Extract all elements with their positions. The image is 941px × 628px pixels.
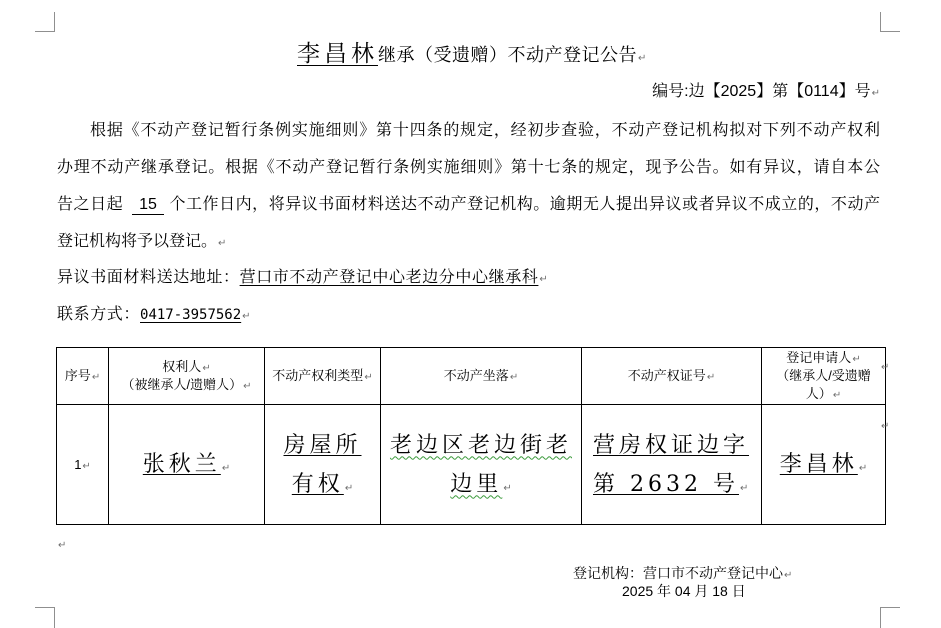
table-header-row: [57, 348, 886, 405]
header-applicant-title: [762, 349, 885, 367]
cell-mark: [222, 464, 230, 474]
row-index: 1: [74, 456, 82, 472]
header-applicant-subtitle: [762, 367, 885, 403]
row-end-mark: [881, 422, 889, 432]
body-line-3-start: 告之日起: [57, 196, 124, 213]
header-applicant-note: （继承人/受遗赠人）: [776, 368, 871, 401]
objection-address-label: 异议书面材料送达地址：: [57, 269, 240, 286]
header-index-label: 序号: [64, 368, 91, 383]
cell-right-holder: [109, 405, 265, 525]
cell-mark: [92, 373, 100, 383]
header-right-holder-label: 权利人: [162, 359, 202, 374]
header-right-holder-note: （被继承人/遗赠人）: [121, 377, 243, 392]
registration-authority-text: 登记机构：营口市不动产登记中心: [573, 565, 783, 581]
right-type-value: 房屋所有权: [283, 432, 362, 497]
header-right-holder-subtitle: [109, 376, 264, 394]
cell-mark: [503, 484, 511, 494]
serial-number: [652, 80, 880, 104]
cell-mark: [707, 373, 715, 383]
paragraph-mark: [539, 275, 547, 285]
cell-location: [381, 405, 582, 525]
body-line-3-end: 个工作日内，将异议书面材料送达不动产登记机构。逾期无人提出异议或者异议不成立的，不动产: [168, 196, 880, 213]
crop-mark-bottom-right: [880, 607, 900, 628]
registration-authority: [573, 563, 792, 583]
cell-mark: [82, 462, 90, 472]
table-row: [57, 405, 886, 525]
cell-mark: [345, 484, 353, 494]
header-right-holder-title: [109, 358, 264, 376]
contact-phone: 0417-3957562: [140, 307, 242, 323]
cell-index: [57, 405, 109, 525]
notice-body: [57, 112, 880, 260]
cell-mark: [364, 373, 372, 383]
contact-info: [57, 303, 251, 327]
applicant-name: 李昌林: [779, 452, 858, 477]
serial-number-text: 编号:边【2025】第【0114】号: [652, 83, 871, 100]
paragraph-mark: [784, 571, 792, 581]
title-applicant-name: 李昌林: [297, 41, 378, 67]
header-index: [57, 348, 109, 405]
paragraph-mark: [202, 364, 210, 374]
announcement-date: 2025 年 04 月 18 日: [622, 583, 746, 599]
body-line-1: 根据《不动产登记暂行条例实施细则》第十四条的规定，经初步查验，不动产登记机构拟对下列不动产权利: [90, 122, 880, 139]
cell-mark: [859, 464, 867, 474]
cell-mark: [740, 484, 748, 494]
paragraph-mark: [638, 54, 646, 64]
header-right-holder: [109, 348, 265, 405]
certificate-no-value: 营房权证边字第 2632 号: [593, 432, 750, 497]
empty-paragraph-mark: [58, 541, 66, 551]
row-end-mark: [881, 363, 889, 373]
paragraph-mark: [242, 312, 250, 322]
body-line-2: 办理不动产继承登记。根据《不动产登记暂行条例实施细则》第十七条的规定，现予公告。如有异议，请自本公: [57, 159, 880, 176]
body-line-4-text: 登记机构将予以登记。: [57, 233, 218, 250]
header-location: [381, 348, 582, 405]
cell-mark: [510, 373, 518, 383]
cell-right-type: [265, 405, 381, 525]
cell-certificate-no: [582, 405, 762, 525]
objection-period-days: 15: [132, 196, 164, 215]
header-right-type-label: 不动产权利类型: [272, 368, 364, 383]
header-applicant: [762, 348, 886, 405]
title-text: 继承（受遗赠）不动产登记公告: [378, 45, 637, 65]
right-holder-name: 张秋兰: [142, 452, 221, 477]
objection-address-value: 营口市不动产登记中心老边分中心继承科: [239, 269, 539, 286]
header-certificate-no: [582, 348, 762, 405]
contact-label: 联系方式：: [57, 306, 141, 323]
crop-mark-bottom-left: [35, 607, 55, 628]
objection-address: [57, 266, 548, 290]
paragraph-mark: [872, 89, 880, 99]
body-line-3: [57, 186, 880, 223]
header-certificate-no-label: 不动产权证号: [627, 368, 706, 383]
notice-title: [297, 38, 646, 70]
header-location-label: 不动产坐落: [443, 368, 509, 383]
crop-mark-top-left: [35, 12, 55, 32]
cell-mark: [243, 382, 251, 392]
paragraph-mark: [218, 239, 226, 249]
location-value: 老边区老边街老边里: [389, 432, 572, 497]
header-applicant-label: 登记申请人: [786, 350, 852, 365]
property-table: [56, 347, 886, 525]
paragraph-mark: [852, 355, 860, 365]
crop-mark-top-right: [880, 12, 900, 32]
cell-mark: [833, 391, 841, 401]
cell-applicant: [762, 405, 886, 525]
header-right-type: [265, 348, 381, 405]
body-line-4: [57, 223, 880, 260]
